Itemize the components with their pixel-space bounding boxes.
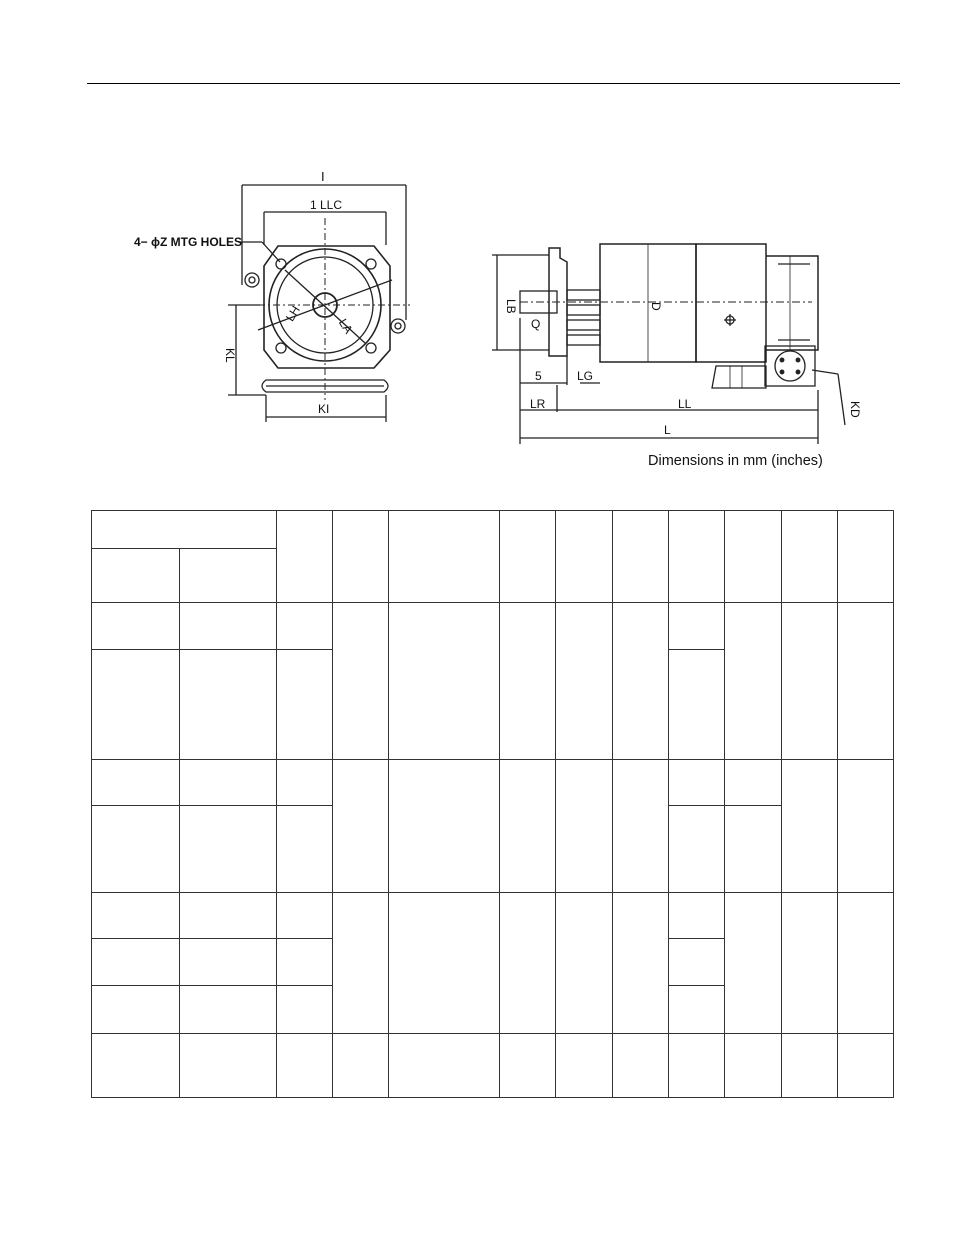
table-cell — [500, 892, 556, 1033]
table-cell — [92, 760, 180, 806]
table-cell — [556, 511, 613, 603]
table-cell — [725, 760, 782, 806]
table-cell — [838, 603, 894, 760]
table-cell — [277, 806, 333, 892]
table-cell — [389, 892, 500, 1033]
table-cell — [500, 603, 556, 760]
table-cell — [277, 892, 333, 938]
table-cell — [613, 603, 669, 760]
motor-drawing — [0, 0, 954, 500]
table-cell — [556, 760, 613, 893]
table-cell — [180, 806, 277, 892]
table-cell — [277, 939, 333, 986]
label-holes: 4− ϕZ MTG HOLES — [134, 235, 243, 249]
table-cell — [669, 649, 725, 760]
table-cell — [92, 649, 180, 760]
label-llc: 1 LLC — [310, 198, 343, 212]
table-cell — [556, 603, 613, 760]
table-row — [92, 760, 894, 806]
table-cell — [180, 603, 277, 649]
label-kd: KD — [848, 401, 862, 418]
table-cell — [92, 892, 180, 938]
table-cell — [333, 760, 389, 893]
table-cell — [92, 549, 180, 603]
table-cell — [838, 760, 894, 893]
table-cell — [180, 986, 277, 1033]
table-cell — [782, 511, 838, 603]
table-cell — [669, 939, 725, 986]
table-cell — [669, 603, 725, 649]
table-cell — [782, 892, 838, 1033]
table-cell — [180, 939, 277, 986]
label-la: LA — [335, 316, 356, 337]
table-cell — [333, 1033, 389, 1097]
label-ki: KI — [318, 402, 330, 416]
table-cell — [613, 892, 669, 1033]
table-cell — [277, 649, 333, 760]
table-cell — [277, 1033, 333, 1097]
table-cell — [92, 806, 180, 892]
table-cell — [92, 603, 180, 649]
label-d: D — [649, 302, 663, 311]
table-cell — [669, 892, 725, 938]
label-lb: LB — [504, 299, 518, 314]
table-cell — [669, 760, 725, 806]
label-5: 5 — [535, 369, 542, 383]
table-cell — [500, 511, 556, 603]
table-cell — [782, 603, 838, 760]
table-cell — [725, 892, 782, 1033]
table-cell — [782, 760, 838, 893]
table-cell — [180, 549, 277, 603]
table-cell — [669, 986, 725, 1033]
table-cell — [180, 760, 277, 806]
table-cell — [333, 603, 389, 760]
table-cell — [500, 760, 556, 893]
table-cell — [180, 892, 277, 938]
table-cell — [838, 511, 894, 603]
table-cell — [613, 1033, 669, 1097]
table-cell — [92, 939, 180, 986]
table-row — [92, 603, 894, 649]
table-cell — [725, 511, 782, 603]
label-q: Q — [531, 317, 541, 331]
table-cell — [389, 603, 500, 760]
table-cell — [389, 1033, 500, 1097]
label-lh: LH — [282, 303, 303, 324]
table-cell — [389, 760, 500, 893]
table-cell — [277, 603, 333, 649]
table-cell — [500, 1033, 556, 1097]
dimension-table — [91, 510, 894, 1098]
label-i: I — [321, 169, 325, 184]
table-cell — [333, 892, 389, 1033]
table-cell — [838, 892, 894, 1033]
table-cell — [277, 760, 333, 806]
figure-caption: Dimensions in mm (inches) — [648, 453, 823, 469]
table-cell — [782, 1033, 838, 1097]
table-cell — [725, 603, 782, 760]
label-ll: LL — [678, 397, 692, 411]
table-row — [92, 1033, 894, 1097]
table-cell — [669, 806, 725, 892]
table-cell — [725, 1033, 782, 1097]
label-lr: LR — [530, 397, 546, 411]
label-kl: KL — [223, 348, 237, 363]
table-cell — [556, 1033, 613, 1097]
table-cell — [92, 986, 180, 1033]
table-cell — [277, 986, 333, 1033]
table-cell — [180, 649, 277, 760]
table-cell — [669, 511, 725, 603]
table-cell — [180, 1033, 277, 1097]
table-cell — [333, 511, 389, 603]
table-cell — [838, 1033, 894, 1097]
table-cell — [277, 511, 333, 603]
table-row — [92, 511, 894, 549]
label-lg: LG — [577, 369, 594, 383]
table-cell — [92, 1033, 180, 1097]
table-cell — [669, 1033, 725, 1097]
label-l: L — [664, 423, 671, 437]
table-cell — [92, 511, 277, 549]
table-cell — [725, 806, 782, 892]
table-cell — [613, 511, 669, 603]
table-cell — [556, 892, 613, 1033]
table-cell — [389, 511, 500, 603]
table-cell — [613, 760, 669, 893]
table-row — [92, 892, 894, 938]
